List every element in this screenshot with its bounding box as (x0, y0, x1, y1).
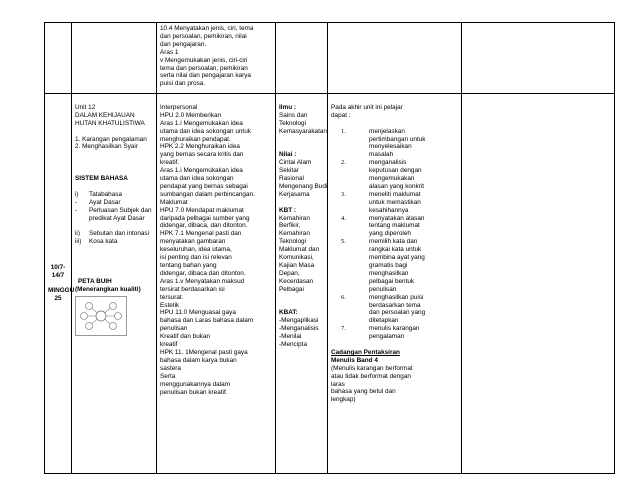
item-text: Tatabahasa (89, 190, 123, 198)
hpu-line: HPU 7.0 Mendapat maklumat (160, 206, 244, 214)
week-cell-empty (45, 23, 72, 94)
sistem-bahasa-item (75, 191, 153, 199)
objective-item (341, 128, 458, 160)
objective-line: pertimbangan untuk (369, 135, 426, 143)
nilai-item: Cintai Alam (279, 159, 312, 167)
hpu-line: sumbangan dalam perbincangan. (160, 190, 255, 198)
nilai-title: Nilai : (279, 151, 297, 159)
hpu-cell (157, 94, 276, 474)
objectives-intro-line: Pada akhir unit ini pelajar (331, 103, 403, 111)
nilai-items (279, 159, 328, 199)
kbt-item: Kemahiran (279, 230, 310, 238)
band-description (331, 365, 458, 405)
sistem-bahasa-title: SISTEM BAHASA (75, 174, 128, 182)
objective-line: membina ayat yang (369, 254, 425, 262)
hpu-line: sastera (160, 364, 181, 372)
kbt-item: Kemahiran (279, 214, 310, 222)
objective-line: ditetapkan (369, 317, 399, 325)
objective-line: menyatakan alasan (369, 214, 425, 222)
item-text: Ayat Dasar (89, 198, 121, 206)
sistem-bahasa-item (75, 215, 153, 223)
lesson-plan-table (44, 22, 615, 474)
objective-number: 7. (341, 325, 346, 333)
hpu-line: Kreatif dan bukan (160, 333, 211, 341)
item-marker: - (75, 198, 78, 206)
ilmu-item: Kemasyarakatan (279, 127, 327, 135)
objective-number: 1. (341, 127, 346, 135)
topic-line: 1. Karangan pengalaman (75, 135, 147, 143)
hpu-line: tersirat berdasarkan isi (160, 285, 225, 293)
kbat-items (279, 317, 324, 349)
objectives-intro-line: dapat : (331, 111, 351, 119)
hpu-line: isi penting dan isi relevan (160, 254, 232, 262)
week-cell (45, 94, 75, 474)
kbt-item: Teknologi (279, 238, 307, 246)
objective-line: gramatis bagi (369, 262, 408, 269)
hpu-line: tema dan persoalan, pemikiran (160, 64, 248, 72)
hpu-line: utama dan idea sokongan untuk (160, 127, 251, 135)
hpu-line: dan persoalan, pemikiran, nilai (160, 32, 247, 40)
item-text: Kosa kata (89, 238, 118, 246)
peta-buih-subtitle: (Menerangkan kualiti) (75, 285, 141, 293)
nilai-item: Sekitar (279, 167, 299, 175)
hpu-line: puisi dan prosa. (160, 80, 206, 88)
kbt-item: Maklumat dan (279, 246, 320, 254)
unit-title (75, 104, 153, 128)
hpu-line: serta nilai dan pengajaran karya (160, 72, 251, 80)
hpu-continued-text (160, 25, 272, 88)
objective-line: dan persoalan yang (369, 309, 426, 317)
week-dates: 10/7-14/7 (50, 263, 66, 279)
objective-item (341, 294, 458, 326)
hpu-line: Maklumat (160, 198, 188, 206)
objective-line: memilih kata dan (369, 238, 418, 246)
unit-topics (75, 136, 153, 152)
hpu-line: menghuraikan pendapat. (160, 135, 231, 143)
nilai-item: Kerjasama (279, 190, 310, 198)
objective-number: 3. (341, 190, 346, 198)
hpu-line: utama dan idea sokongan (160, 175, 234, 183)
kbat-title: KBAT: (279, 309, 298, 317)
sistem-bahasa-list (75, 191, 153, 223)
hpu-line: Serta (160, 372, 176, 380)
hpu-line: daripada pelbagai sumber yang (160, 214, 250, 222)
objective-item (341, 159, 458, 191)
objectives-intro (331, 104, 458, 120)
kbat-item: -Menilai (279, 333, 302, 341)
objective-line: kesahihannya (369, 206, 409, 214)
unit-cell-empty (72, 23, 157, 94)
unit-line: DALAM KEHIJAUAN (75, 111, 135, 119)
sistem-bahasa-item (75, 238, 153, 246)
week-25-row (45, 94, 615, 474)
week-label: MINGGU (48, 287, 75, 295)
objective-line: menghasilkan puisi (369, 293, 424, 301)
hpu-line: menggunakannya dalam (160, 380, 230, 388)
objective-line: pengalaman (369, 333, 405, 341)
week-number: 25 (54, 295, 62, 303)
sistem-bahasa-item (75, 207, 153, 215)
hpu-line: didengar, dibaca dan ditonton. (160, 269, 246, 277)
objective-item (341, 215, 458, 239)
objective-item (341, 191, 458, 215)
objective-line: masalah (369, 151, 394, 159)
hpu-line: HPK 7.1 Mengenal pasti dan (160, 230, 242, 238)
objective-line: yang diperoleh (369, 230, 411, 238)
objective-item (341, 325, 458, 341)
sistem-bahasa-list-2 (75, 230, 153, 246)
item-marker: i) (75, 190, 79, 198)
ilmu-cell-empty (276, 23, 328, 94)
hpu-line: tentang bahan yang (160, 262, 217, 270)
objective-line: rangkai kata untuk (369, 246, 422, 254)
kbt-item: Komunikasi, (279, 254, 314, 262)
item-text: Sebutan dan intonasi (89, 230, 150, 238)
objective-line: menghasilkan (369, 269, 409, 277)
hpu-text (160, 104, 272, 397)
hpu-line: kreatif. (160, 159, 180, 167)
hpu-line: HPU 11.0 Menguasai gaya (160, 309, 236, 317)
kbt-items (279, 215, 324, 294)
ilmu-nilai-cell (276, 94, 328, 474)
band-line: atau tidak berformat dengan (331, 372, 411, 380)
kbt-item: Kajian Masa (279, 261, 315, 269)
objectives-list (331, 128, 458, 341)
hpu-line: kreatif (160, 341, 178, 349)
hpu-line: v Mengemukakan jenis, ciri-ciri (160, 56, 248, 64)
band-line: (Menulis karangan berformat (331, 364, 413, 372)
ilmu-item: Teknologi (279, 119, 307, 127)
objective-line: meneliti maklumat (369, 190, 421, 198)
hpu-line: Aras 1.v Menyatakan maksud (160, 277, 245, 285)
hpu-line: penulisan bukan kreatif. (160, 388, 228, 396)
nilai-item: Rasional (279, 175, 304, 183)
hpu-line: Interpersonal (160, 103, 198, 111)
band-line: laras (331, 380, 345, 388)
hpu-cell-continued (157, 23, 276, 94)
nilai-item: Mengenang Budi (279, 182, 328, 190)
item-marker: - (75, 206, 78, 214)
continued-row (45, 23, 615, 94)
hpu-line: Estetik (160, 301, 180, 309)
item-marker: ii) (75, 230, 80, 238)
hpu-line: pendapat yang bernas sebagai (160, 182, 248, 190)
hpu-line: 10.4 Menyatakan jenis, ciri, tema (160, 25, 254, 32)
hpu-line: HPK 2.2 Menghuraikan idea (160, 143, 240, 151)
hpu-line: Aras 1 (160, 48, 179, 56)
hpu-line: Aras 1.i Mengemukakan idea (160, 167, 243, 175)
unit-line: Unit 12 (75, 103, 96, 111)
hpu-line: bahasa dan Laras bahasa dalam (160, 317, 254, 325)
hpu-line: HPK 11. 1Mengenal pasti gaya (160, 348, 248, 356)
item-text: Perluasan Subjek dan (89, 206, 152, 214)
cadangan-title: Cadangan Pentaksiran (331, 348, 400, 356)
objective-line: alasan yang konkrit (369, 182, 425, 190)
hpu-line: dan pengajaran. (160, 40, 207, 48)
objective-line: menganalisis (369, 159, 407, 167)
hpu-line: yang bernas secara kritis dan (160, 151, 244, 159)
objective-number: 4. (341, 214, 346, 222)
kbat-item: -Menganalisis (279, 325, 319, 333)
sistem-bahasa-item (75, 199, 153, 207)
ilmu-items (279, 111, 327, 136)
band-line: lengkap) (331, 396, 356, 404)
objective-number: 2. (341, 159, 346, 167)
objective-line: menjelaskan (369, 127, 405, 135)
topic-line: 2. Menghasilkan Syair (75, 143, 138, 151)
band-label: Menulis Band 4 (331, 356, 378, 364)
hpu-line: tersurat. (160, 293, 184, 301)
notes-cell (462, 94, 615, 474)
hpu-line: Aras 1.i Mengemukakan idea (160, 119, 243, 127)
bubble-map-diagram (75, 296, 127, 336)
band-line: bahasa yang betul dan (331, 388, 396, 396)
objective-item (341, 238, 458, 293)
notes-cell-empty (462, 23, 615, 94)
objective-line: untuk memastikan (369, 198, 421, 206)
kbt-item: Berfikir, (279, 222, 301, 230)
hpu-line: bahasa dalam karya bukan (160, 356, 237, 364)
objectives-cell (328, 94, 462, 474)
kbt-title: KBT : (279, 206, 297, 214)
kbat-item: -Mencipta (279, 341, 308, 348)
objective-line: berdasarkan tema (369, 301, 421, 309)
objective-line: mengemukakan (369, 175, 415, 183)
objective-line: keputusan dengan (369, 167, 422, 175)
objective-number: 5. (341, 238, 346, 246)
kbat-item: -Mengaplikasi (279, 317, 319, 325)
objective-line: menyelesaikan (369, 143, 412, 151)
kbt-item: Kecerdasan (279, 277, 314, 285)
hpu-line: HPU 2.0 Memberikan (160, 111, 222, 119)
unit-line: HUTAN KHATULISTIWA (75, 119, 145, 127)
kbt-item: Pelbagai (279, 285, 304, 293)
objective-line: menulis karangan (369, 325, 420, 333)
hpu-line: didengar, dibaca, dan ditonton. (160, 222, 248, 230)
hpu-line: keseluruhan, idea utama, (160, 246, 232, 254)
sistem-bahasa-item (75, 230, 153, 238)
item-marker: iii) (75, 238, 82, 246)
item-text: predikat Ayat Dasar (89, 214, 145, 222)
hpu-line: menyatakan gambaran (160, 238, 226, 246)
hpu-line: penulisan (160, 325, 188, 333)
objective-line: pelbagai bentuk (369, 277, 415, 285)
objective-number: 6. (341, 293, 346, 301)
objective-line: penulisan (369, 285, 397, 293)
unit-cell (72, 94, 157, 474)
kbt-item: Depan, (279, 269, 300, 277)
objective-cell-empty (328, 23, 462, 94)
peta-buih-title: PETA BUIH (78, 277, 112, 285)
objective-line: tentang maklumat (369, 222, 420, 230)
ilmu-item: Sains dan (279, 111, 308, 119)
ilmu-title: Ilmu : (279, 103, 297, 111)
